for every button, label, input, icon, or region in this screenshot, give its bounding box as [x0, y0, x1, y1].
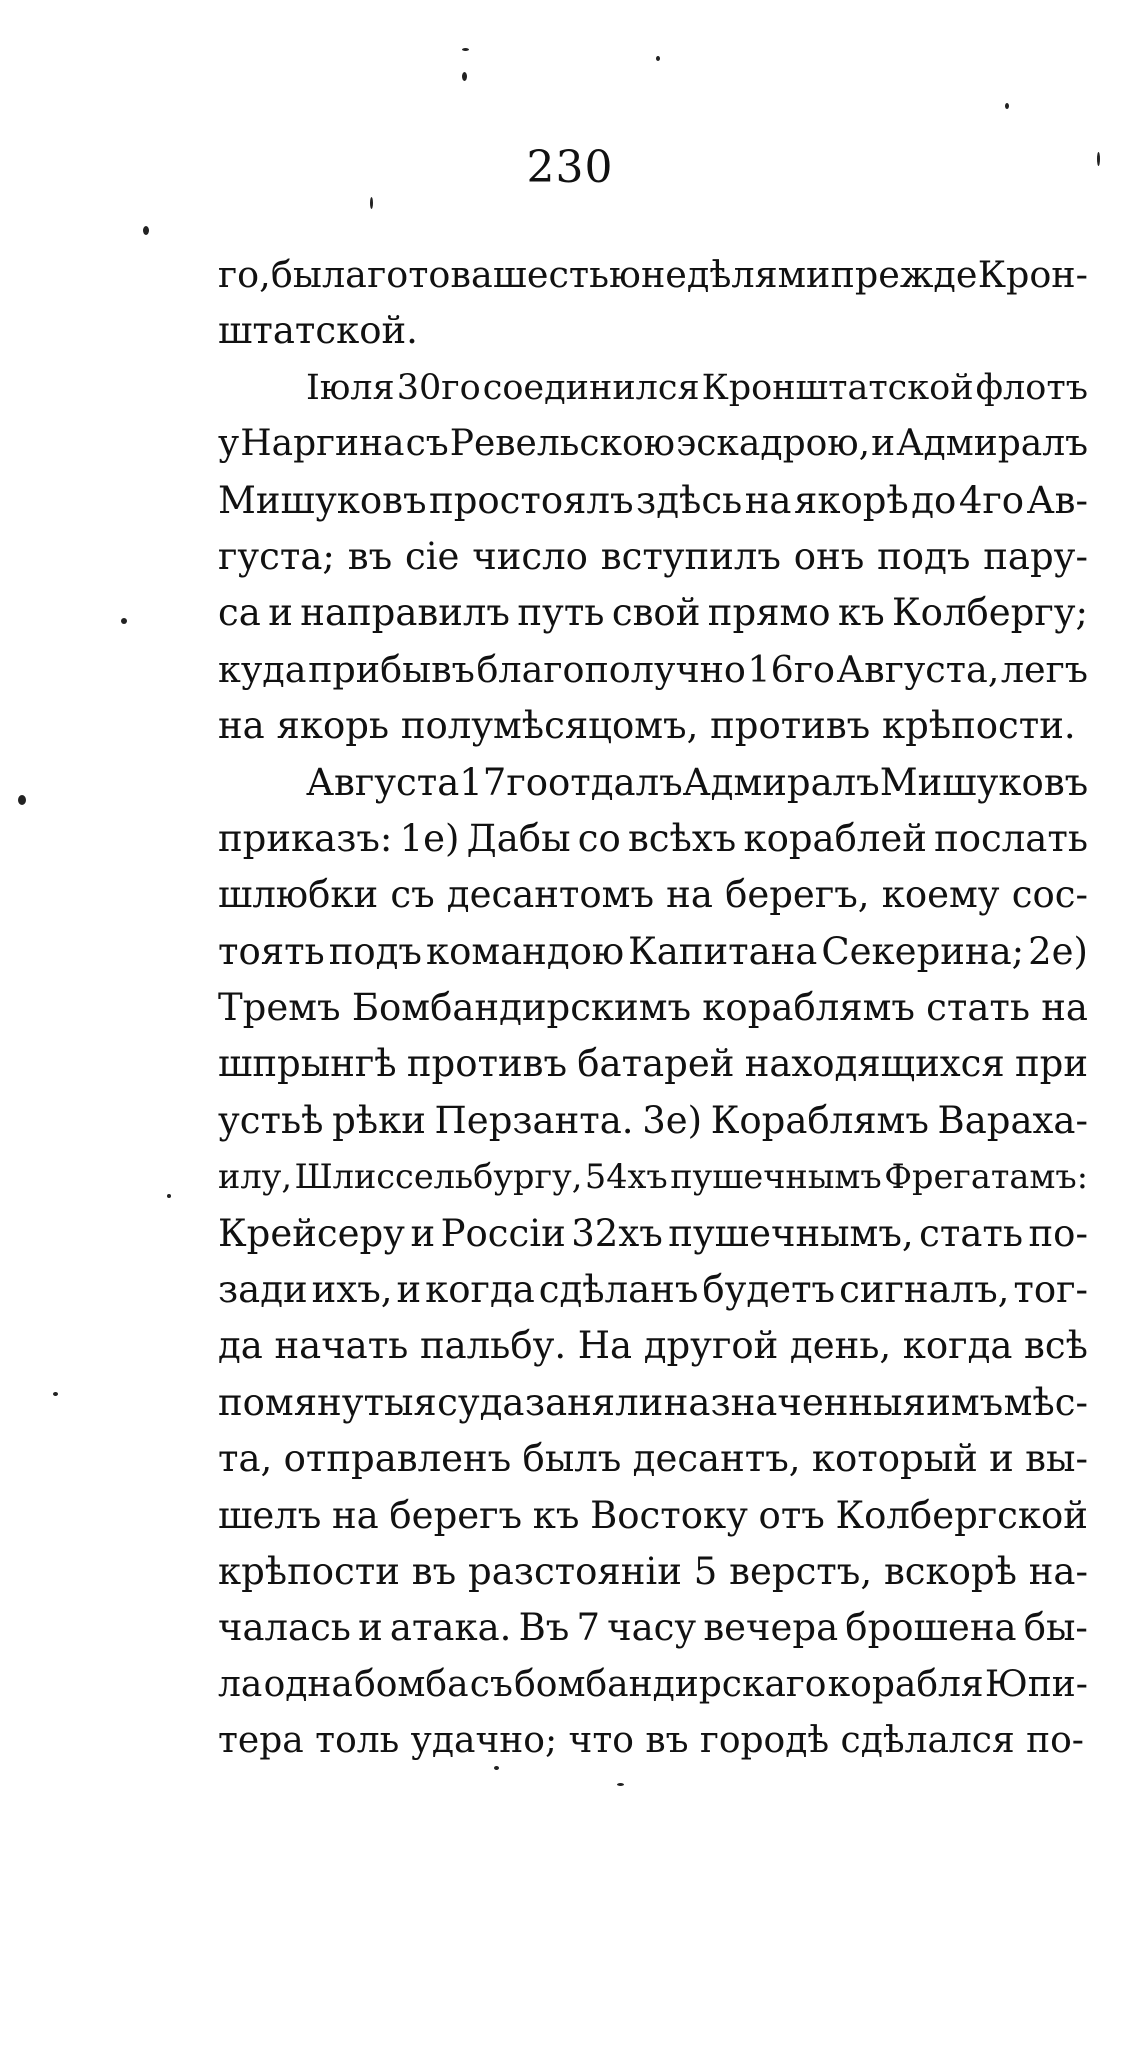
scan-speck: [18, 795, 26, 805]
scan-speck: [53, 1392, 58, 1396]
text-line: та, отправленъ былъ десантъ, который и вы-: [218, 1437, 1088, 1481]
text-line: шлюбки съ десантомъ на берегъ, коему сос-: [218, 873, 1088, 917]
text-line: шпрынгѣ противъ батарей находящихся при: [218, 1042, 1088, 1086]
text-line: помянутыя суда заняли назначенныя имъ мѣс-: [218, 1380, 1088, 1424]
text-line: штатской.: [218, 309, 418, 353]
text-line: тера толь удачно; что въ городѣ сдѣлался по-: [218, 1720, 1084, 1762]
scan-speck: [167, 1194, 171, 1198]
scan-speck: [121, 618, 127, 624]
scan-speck: [617, 1783, 624, 1786]
text-line: куда прибывъ благополучно 16го Августа, легъ: [218, 647, 1088, 691]
text-line: на якорь полумѣсяцомъ, противъ крѣпости.: [218, 704, 1076, 748]
text-line: чалась и атака. Въ 7 часу вечера брошена бы-: [218, 1606, 1088, 1650]
text-line: ла одна бомба съ бомбандирскаго корабля Юпи-: [218, 1663, 1088, 1705]
scan-speck: [462, 72, 467, 81]
text-line: зади ихъ, и когда сдѣланъ будетъ сигналъ, тог-: [218, 1268, 1088, 1312]
scan-speck: [494, 1766, 499, 1770]
scan-speck: [1097, 152, 1100, 166]
scan-speck: [462, 48, 469, 51]
body-text: [218, 247, 1088, 1770]
scan-speck: [1005, 103, 1009, 109]
text-line: густа; въ сiе число вступилъ онъ подъ пару-: [218, 534, 1088, 578]
text-line: тоять подъ командою Капитана Секерина; 2е): [218, 929, 1088, 973]
text-line: Крейсеру и Россiи 32хъ пушечнымъ, стать по-: [218, 1211, 1088, 1255]
text-line: Iюля 30го соединился Кронштатской флотъ: [306, 367, 1088, 408]
text-line: шелъ на берегъ къ Востоку отъ Колбергской: [218, 1493, 1088, 1537]
scan-speck: [656, 56, 660, 61]
text-line: го, была готова шестью недѣлями прежде Крон-: [218, 253, 1088, 296]
text-line: да начать пальбу. На другой день, когда всѣ: [218, 1324, 1088, 1368]
text-line: илу, Шлиссельбургу, 54хъ пушечнымъ Фрегатамъ:: [218, 1157, 1088, 1197]
text-line: Тремъ Бомбандирскимъ кораблямъ стать на: [218, 986, 1088, 1030]
text-line: устьѣ рѣки Перзанта. 3е) Кораблямъ Вараха-: [218, 1098, 1088, 1142]
scan-speck: [370, 197, 373, 209]
text-line: са и направилъ путь свой прямо къ Колбергу;: [218, 591, 1088, 635]
page-number: 230: [526, 142, 614, 193]
text-line: у Наргина съ Ревельскою эскадрою, и Адмиралъ: [218, 423, 1088, 465]
scan-speck: [143, 226, 149, 235]
text-line: приказъ: 1е) Дабы со всѣхъ кораблей послать: [218, 816, 1088, 860]
text-line: крѣпости въ разстоянiи 5 верстъ, вскорѣ на-: [218, 1549, 1088, 1593]
text-line: Августа 17го отдалъ Адмиралъ Мишуковъ: [306, 760, 1089, 804]
text-line: Мишуковъ простоялъ здѣсь на якорѣ до 4го Ав-: [218, 478, 1088, 522]
